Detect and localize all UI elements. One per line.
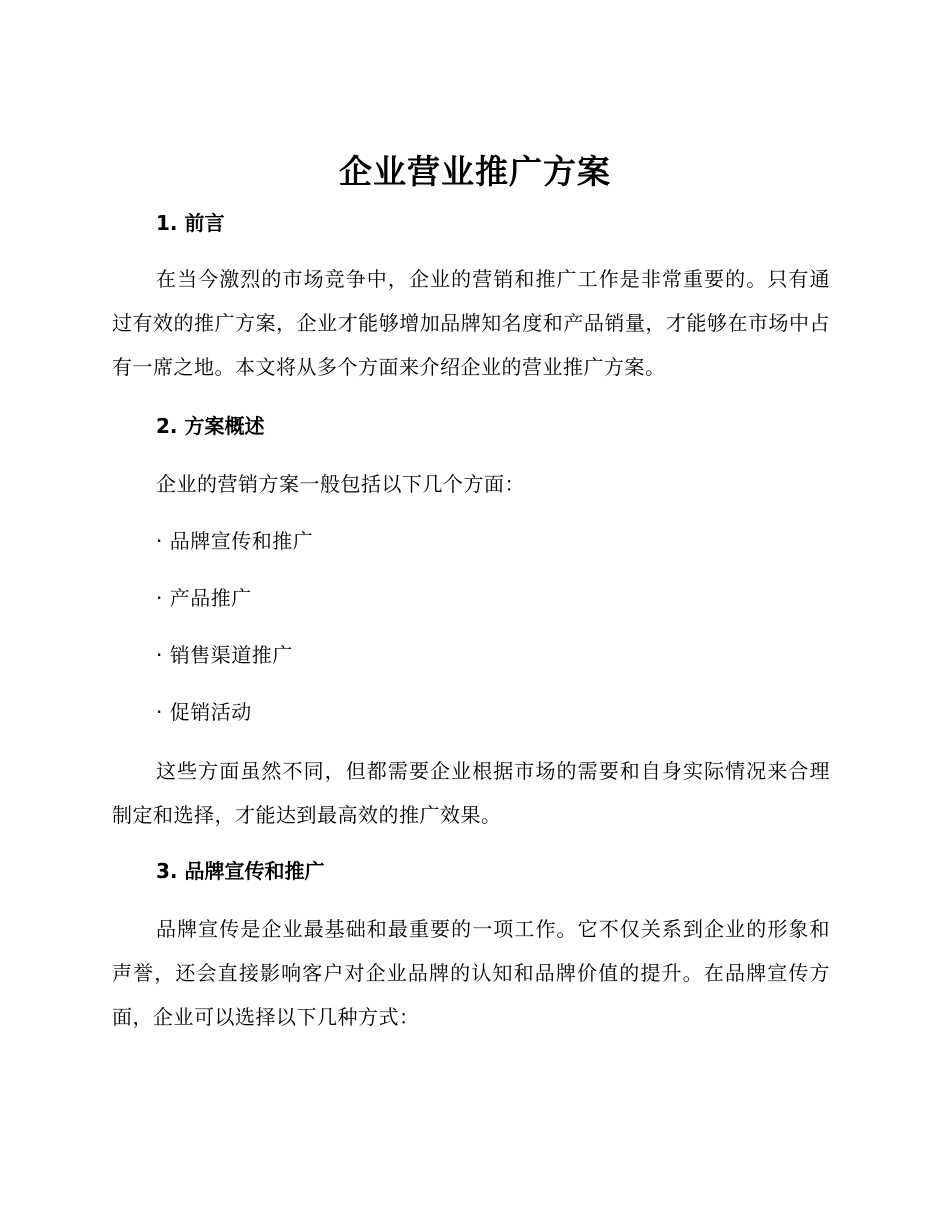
section-heading-brand: 3. 品牌宣传和推广 [156, 859, 325, 883]
bullet-item: · 促销活动 [156, 700, 252, 724]
bullet-item: · 产品推广 [156, 586, 252, 610]
document-title: 企业营业推广方案 [339, 152, 611, 191]
bullet-item: · 品牌宣传和推广 [156, 529, 314, 553]
brand-paragraph: 品牌宣传是企业最基础和最重要的一项工作。它不仅关系到企业的形象和声誉，还会直接影响客户对企业品牌的认知和品牌价值的提升。在品牌宣传方面，企业可以选择以下几种方式： [112, 917, 830, 1029]
preface-paragraph: 在当今激烈的市场竞争中，企业的营销和推广工作是非常重要的。只有通过有效的推广方案，企业才能够增加品牌知名度和产品销量，才能够在市场中占有一席之地。本文将从多个方面来介绍企业的营业推广方案。 [112, 267, 830, 379]
overview-intro: 企业的营销方案一般包括以下几个方面： [156, 472, 525, 496]
bullet-item: · 销售渠道推广 [156, 643, 293, 667]
section-heading-preface: 1. 前言 [156, 211, 225, 235]
overview-paragraph: 这些方面虽然不同，但都需要企业根据市场的需要和自身实际情况来合理制定和选择，才能达到最高效的推广效果。 [112, 759, 830, 827]
section-heading-overview: 2. 方案概述 [156, 414, 265, 438]
